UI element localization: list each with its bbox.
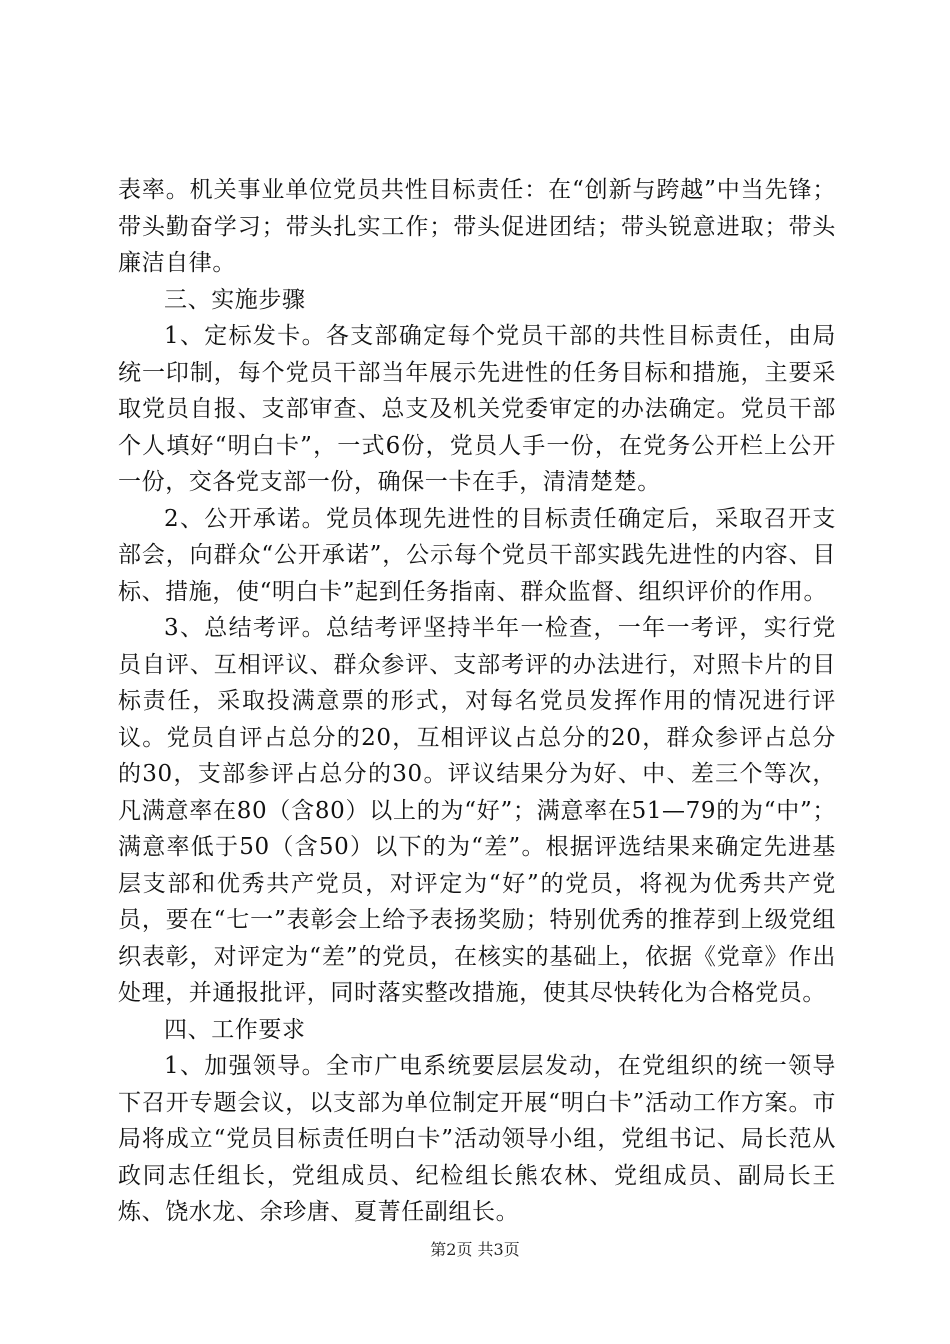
page-footer xyxy=(0,1240,950,1260)
document-body xyxy=(118,172,836,1231)
page-number-label: 第2页 共3页 xyxy=(430,1240,520,1259)
paragraph-opening: 表率。机关事业单位党员共性目标责任：在“创新与跨越”中当先锋；带头勤奋学习；带头扎实工作；带头促进团结；带头锐意进取；带头廉洁自律。 xyxy=(118,177,836,276)
paragraph-step-1: 1、定标发卡。各支部确定每个党员干部的共性目标责任，由局统一印制，每个党员干部当年展示先进性的任务目标和措施，主要采取党员自报、支部审查、总支及机关党委审定的办法确定。党员干部个人填好“明白卡”，一式6份，党员人手一份，在党务公开栏上公开一份，交各党支部一份，确保一卡在手，清清楚楚。 xyxy=(118,323,836,495)
paragraph-step-3: 3、总结考评。总结考评坚持半年一检查，一年一考评，实行党员自评、互相评议、群众参评、支部考评的办法进行，对照卡片的目标责任，采取投满意票的形式，对每名党员发挥作用的情况进行评议。党员自评占总分的20，互相评议占总分的20，群众参评占总分的30，支部参评占总分的30。评议结果分为好、中、差三个等次，凡满意率在80（含80）以上的为“好”；满意率在51—79的为“中”；满意率低于50（含50）以下的为“差”。根据评选结果来确定先进基层支部和优秀共产党员，对评定为“好”的党员，将视为优秀共产党员，要在“七一”表彰会上给予表扬奖励；特别优秀的推荐到上级党组织表彰，对评定为“差”的党员，在核实的基础上，依据《党章》作出处理，并通报批评，同时落实整改措施，使其尽快转化为合格党员。 xyxy=(118,615,836,1006)
paragraph-step-2: 2、公开承诺。党员体现先进性的目标责任确定后，采取召开支部会，向群众“公开承诺”，公示每个党员干部实践先进性的内容、目标、措施，使“明白卡”起到任务指南、群众监督、组织评价的作用。 xyxy=(118,505,836,605)
section-heading-implementation-steps: 三、实施步骤 xyxy=(164,286,306,313)
paragraph-requirement-1: 1、加强领导。全市广电系统要层层发动，在党组织的统一领导下召开专题会议，以支部为单位制定开展“明白卡”活动工作方案。市局将成立“党员目标责任明白卡”活动领导小组，党组书记、局长范从政同志任组长，党组成员、纪检组长熊农林、党组成员、副局长王炼、饶水龙、余珍唐、夏菁任副组长。 xyxy=(118,1053,836,1225)
section-heading-work-requirements: 四、工作要求 xyxy=(164,1016,306,1043)
